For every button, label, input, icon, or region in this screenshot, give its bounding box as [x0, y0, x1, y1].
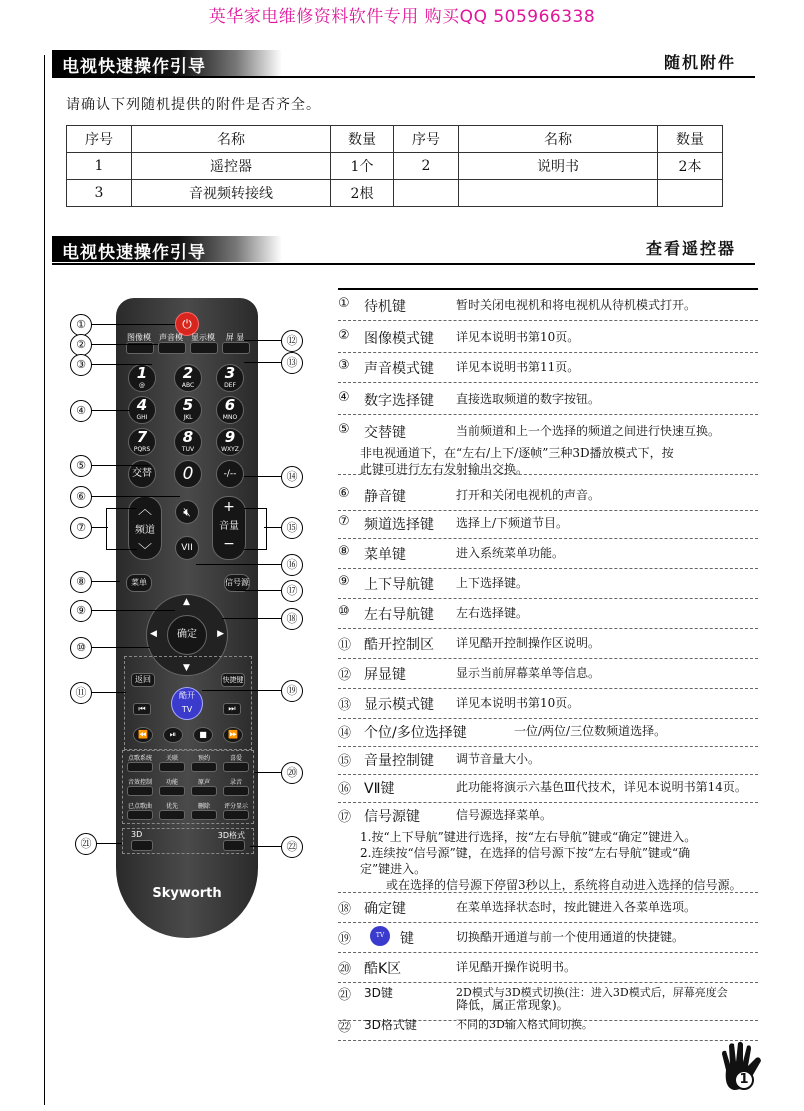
- item-key: 屏显键: [364, 667, 406, 683]
- item-text: 调节音量大小。: [456, 752, 541, 766]
- callout-marker: ⑳: [281, 762, 303, 784]
- callout-leader-line: [90, 647, 150, 648]
- vii-button: VII: [175, 536, 199, 560]
- callout-leader-line: [90, 344, 158, 345]
- shortcut-button: 快捷键: [221, 673, 245, 687]
- item-text: 详见本说明书第10页。: [456, 696, 580, 710]
- item-key: 酷开控制区: [364, 637, 434, 653]
- item-text: 打开和关闭电视机的声音。: [456, 488, 601, 502]
- item-text: 详见本说明书第10页。: [456, 330, 580, 344]
- kutv-zone: [124, 656, 252, 750]
- row-divider: [338, 982, 758, 983]
- item-key: VⅡ键: [364, 781, 395, 797]
- section1-banner: [52, 50, 282, 76]
- callout-leader-line: [244, 362, 281, 363]
- chevron-up-icon: ︿: [138, 502, 152, 518]
- table-row: [67, 153, 723, 180]
- item-text: 左右选择键。: [456, 606, 529, 620]
- digit-letters: GHI: [136, 414, 148, 421]
- item-text: 当前频道和上一个选择的频道之间进行快速互换。: [456, 424, 721, 438]
- item-key: 频道选择键: [364, 517, 434, 533]
- digit-letters: WXYZ: [221, 446, 239, 453]
- karaoke-label: 预约: [197, 755, 210, 762]
- row-divider: [338, 1040, 758, 1041]
- digit-button: [174, 396, 202, 424]
- row-divider: [338, 414, 758, 415]
- hand-page-mark: [716, 1040, 766, 1096]
- item-text: 此功能将演示六基色Ⅲ代技术，详见本说明书第14页。: [456, 780, 747, 794]
- power-icon: ⏻: [175, 312, 199, 336]
- row-divider: [338, 538, 758, 539]
- item-number: ⑮: [338, 754, 352, 769]
- item-number: ⑩: [338, 604, 350, 619]
- brand-logo: Skyworth: [152, 886, 222, 901]
- sound-mode-button: [158, 342, 186, 354]
- item-key: 菜单键: [364, 547, 406, 563]
- three-d-format-button: [223, 840, 245, 851]
- arrow-left-icon: ◀: [150, 629, 157, 639]
- ok-button: 确定: [167, 615, 207, 655]
- karaoke-label: 音效控制: [127, 779, 152, 786]
- row-divider: [338, 746, 758, 747]
- item-text: 在菜单选择状态时，按此键进入各菜单选项。: [456, 900, 697, 914]
- rewind-icon: ⏪: [133, 727, 153, 743]
- table-cell: 2本: [658, 153, 723, 180]
- table-cell: 遥控器: [132, 153, 331, 180]
- digit-label: 3: [224, 364, 236, 382]
- row-divider: [338, 922, 758, 923]
- three-d-format-label: 3D格式: [217, 831, 245, 840]
- table-cell: 说明书: [459, 153, 658, 180]
- row-divider: [338, 352, 758, 353]
- digit-button: [128, 364, 156, 392]
- callout-marker: ⑰: [281, 580, 303, 602]
- digit-letters: MNO: [222, 414, 238, 421]
- item-key: 确定键: [364, 901, 406, 917]
- karaoke-label: 关联: [165, 755, 178, 762]
- item-number: ⑬: [338, 698, 352, 713]
- digit-button: [174, 364, 202, 392]
- karaoke-button: [191, 810, 217, 820]
- volume-rocker: [212, 496, 246, 560]
- item-key: 信号源键: [364, 809, 420, 825]
- callout-marker: ⑱: [281, 608, 303, 630]
- item-number: ㉒: [338, 1020, 352, 1035]
- table-cell: 1个: [331, 153, 394, 180]
- item-text: 显示当前屏幕菜单等信息。: [456, 666, 601, 680]
- callout-leader-line: [222, 618, 281, 619]
- source-button: 信号源: [224, 574, 250, 592]
- karaoke-label: 喜爱: [229, 755, 242, 762]
- digit-label: 5: [182, 396, 194, 414]
- item-number: ⑪: [338, 638, 352, 653]
- table-cell: [394, 180, 459, 207]
- page-number: 1: [739, 1072, 749, 1087]
- digit-label: 4: [136, 396, 148, 414]
- swap-note-line: 非电视通道下，在“左右/上下/逐帧”三种3D播放模式下，按: [360, 446, 674, 460]
- callout-marker: ⑨: [70, 600, 92, 622]
- karaoke-label: 已点歌曲: [127, 803, 152, 810]
- digit-letters: DEF: [224, 382, 236, 389]
- row-divider: [338, 802, 758, 803]
- item-number: ⑰: [338, 810, 352, 825]
- karaoke-button: [159, 762, 185, 772]
- callout-marker: ⑯: [281, 554, 303, 576]
- digit-letters: ABC: [181, 382, 195, 389]
- karaoke-label: 评分显示: [223, 803, 248, 810]
- item-text: 上下选择键。: [456, 576, 529, 590]
- stop-icon: ■: [193, 727, 213, 743]
- section2-title: 查看遥控器: [645, 239, 736, 258]
- callout-leader-line: [250, 846, 281, 847]
- item-key: 个位/多位选择键: [364, 725, 467, 741]
- arrow-right-icon: ▶: [217, 629, 224, 639]
- swap-button: 交替: [128, 460, 156, 488]
- table-cell: [459, 180, 658, 207]
- digit-label: 8: [182, 428, 194, 446]
- key-description-list: [338, 290, 768, 1050]
- bracket-line: [244, 508, 267, 550]
- info-button: [222, 342, 250, 354]
- item-number: ⑭: [338, 726, 352, 741]
- source-note-line: 2.连续按“信号源”键，在选择的信号源下按“左右导航”键或“确: [360, 846, 691, 860]
- table-cell: 2: [394, 153, 459, 180]
- hand-icon: [716, 1040, 766, 1096]
- digit-letters: PQRS: [133, 446, 151, 453]
- item-key: 左右导航键: [364, 607, 434, 623]
- header-cell: 名称: [459, 126, 658, 153]
- karaoke-button: [127, 810, 153, 820]
- callout-leader-line: [90, 610, 175, 611]
- item-number: ⑯: [338, 782, 352, 797]
- callout-marker: ④: [70, 400, 92, 422]
- header-cell: 序号: [67, 126, 132, 153]
- callout-leader-line: [90, 465, 150, 466]
- arrow-down-icon: ▼: [183, 663, 190, 673]
- row-divider: [338, 718, 758, 719]
- callout-marker: ⑫: [281, 330, 303, 352]
- karaoke-button: [223, 786, 249, 796]
- digit-button: [174, 428, 202, 456]
- callout-marker: ⑮: [281, 517, 303, 539]
- item-number: ㉑: [338, 988, 352, 1003]
- row-divider: [338, 628, 758, 629]
- item-number: ①: [338, 296, 350, 311]
- bracket-line: [106, 508, 137, 550]
- callout-leader-line: [90, 410, 130, 411]
- row-divider: [338, 320, 758, 321]
- source-note-line: 1.按“上下导航”键进行选择，按“左右导航”键或“确定”键进入。: [360, 830, 697, 844]
- karaoke-button: [223, 762, 249, 772]
- item-text: 详见本说明书第11页。: [456, 360, 580, 374]
- callout-marker: ⑩: [70, 637, 92, 659]
- item-key: 键: [400, 931, 414, 947]
- digit-label: 6: [224, 396, 236, 414]
- swap-note-line: 此键可进行左右发射输出交换。: [360, 462, 529, 476]
- header-cell: 名称: [132, 126, 331, 153]
- accessories-table: [66, 125, 723, 207]
- volume-label: 音量: [219, 521, 239, 532]
- section2-banner-text: 电视快速操作引导: [62, 243, 206, 263]
- item-key: 上下导航键: [364, 577, 434, 593]
- item-text: 详见酷开控制操作区说明。: [456, 636, 601, 650]
- item-number: ⑧: [338, 544, 350, 559]
- callout-leader-line: [90, 324, 175, 325]
- callout-leader-line: [95, 843, 122, 844]
- callout-marker: ⑧: [70, 571, 92, 593]
- three-d-button: [131, 840, 153, 851]
- item-text: 详见酷开操作说明书。: [456, 960, 577, 974]
- karaoke-button: [191, 786, 217, 796]
- section1-banner-text: 电视快速操作引导: [62, 57, 206, 77]
- digit-label: 9: [224, 428, 236, 446]
- three-d-label: 3D: [131, 830, 143, 839]
- remote-label: 显示模: [191, 333, 215, 342]
- left-margin-line: [44, 55, 45, 1105]
- item-key: 交替键: [364, 425, 406, 441]
- digit-button: [216, 428, 244, 456]
- karaoke-label: 原声: [197, 779, 210, 786]
- digit-button: 0: [174, 460, 202, 488]
- digit-label: 2: [182, 364, 194, 382]
- row-divider: [338, 952, 758, 953]
- three-d-zone: [122, 828, 254, 854]
- digit-button: [128, 428, 156, 456]
- karaoke-label: 功能: [165, 779, 178, 786]
- channel-label: 频道: [135, 525, 155, 536]
- table-cell: 1: [67, 153, 132, 180]
- three-d-note-line: 降低，属正常现象)。: [456, 998, 569, 1012]
- callout-leader-line: [244, 476, 281, 477]
- table-cell: 音视频转接线: [132, 180, 331, 207]
- callout-marker: ⑤: [70, 455, 92, 477]
- back-button: 返回: [131, 673, 155, 687]
- item-key: 静音键: [364, 489, 406, 505]
- item-text: 切换酷开通道与前一个使用通道的快捷键。: [456, 930, 685, 944]
- source-note-line: 定”键进入。: [360, 862, 427, 876]
- digit-toggle-button: -/--: [216, 460, 244, 488]
- table-header-row: [67, 126, 723, 153]
- table-cell: [658, 180, 723, 207]
- digit-letters: TUV: [181, 446, 195, 453]
- item-number: ⑳: [338, 962, 352, 977]
- callout-leader-line: [90, 364, 152, 365]
- callout-marker: ①: [70, 314, 92, 336]
- row-divider: [338, 688, 758, 689]
- callout-marker: ⑬: [281, 352, 303, 374]
- digit-letters: JKL: [183, 414, 193, 421]
- callout-leader-line: [254, 772, 281, 773]
- karaoke-button: [191, 762, 217, 772]
- callout-leader-line: [236, 590, 281, 591]
- prev-track-icon: ⏮: [133, 703, 151, 715]
- callout-leader-line: [90, 692, 126, 693]
- item-text: 2D模式与3D模式切换(注：进入3D模式后，屏幕亮度会: [456, 986, 728, 999]
- karaoke-label: 录音: [229, 779, 242, 786]
- item-key: 3D键: [364, 986, 393, 1000]
- callout-marker: ㉒: [281, 836, 303, 858]
- item-text: 进入系统菜单功能。: [456, 546, 565, 560]
- watermark-text: 英华家电维修资料软件专用 购买QQ 505966338: [208, 7, 596, 27]
- source-note-line: 或在选择的信号源下停留3秒以上，系统将自动进入选择的信号源。: [386, 878, 742, 892]
- intro-text: 请确认下列随机提供的附件是否齐全。: [66, 97, 321, 113]
- callout-marker: ⑲: [281, 680, 303, 702]
- item-text: 不同的3D输入格式间切换。: [456, 1018, 593, 1031]
- plus-icon: +: [223, 499, 235, 515]
- play-pause-icon: ⏯: [163, 727, 183, 743]
- header-cell: 数量: [658, 126, 723, 153]
- karaoke-label: 优先: [165, 803, 178, 810]
- callout-leader-line: [244, 340, 281, 341]
- callout-marker: ③: [70, 354, 92, 376]
- mute-icon: 🔇︎: [175, 500, 199, 524]
- digit-letters: @: [139, 382, 145, 389]
- section2-rule: [52, 263, 755, 265]
- callout-marker: ②: [70, 334, 92, 356]
- item-number: ④: [338, 390, 350, 405]
- item-number: ③: [338, 358, 350, 373]
- item-number: ⑲: [338, 932, 352, 947]
- digit-label: 7: [136, 428, 148, 446]
- section2-banner: [52, 236, 282, 262]
- row-divider: [338, 658, 758, 659]
- karaoke-button: [127, 762, 153, 772]
- list-top-rule: [338, 288, 758, 290]
- karaoke-zone: [122, 750, 254, 824]
- row-divider: [338, 774, 758, 775]
- item-text: 一位/两位/三位数频道选择。: [514, 724, 667, 738]
- digit-button: [216, 364, 244, 392]
- callout-marker: ⑦: [70, 517, 92, 539]
- callout-leader-line: [202, 690, 281, 691]
- item-number: ②: [338, 328, 350, 343]
- item-key: 图像模式键: [364, 331, 434, 347]
- display-mode-button: [190, 342, 218, 354]
- digit-label: 1: [136, 364, 148, 382]
- item-number: ⑦: [338, 514, 350, 529]
- row-divider: [338, 598, 758, 599]
- karaoke-button: [159, 786, 185, 796]
- remote-label: 屏 显: [225, 333, 245, 342]
- karaoke-button: [159, 810, 185, 820]
- item-number: ⑤: [338, 422, 350, 437]
- callout-leader-line: [90, 496, 180, 497]
- digit-button: [216, 396, 244, 424]
- table-row: [67, 180, 723, 207]
- kutv-icon: 酷开 TV: [171, 687, 203, 720]
- section1-title: 随机附件: [663, 53, 736, 72]
- fast-forward-icon: ⏩: [223, 727, 243, 743]
- karaoke-label: 点歌系统: [127, 755, 152, 762]
- item-number: ⑫: [338, 668, 352, 683]
- remote-label: 图像模: [127, 333, 151, 342]
- callout-leader-line: [90, 581, 120, 582]
- karaoke-label: 删除: [197, 803, 210, 810]
- karaoke-button: [127, 786, 153, 796]
- next-track-icon: ⏭: [223, 703, 241, 715]
- arrow-up-icon: ▲: [183, 597, 190, 607]
- item-key: 声音模式键: [364, 361, 434, 377]
- karaoke-button: [223, 810, 249, 820]
- header-cell: 数量: [331, 126, 394, 153]
- minus-icon: −: [223, 536, 235, 552]
- row-divider: [338, 510, 758, 511]
- item-number: ⑨: [338, 574, 350, 589]
- item-key: 数字选择键: [364, 393, 434, 409]
- item-key: 显示模式键: [364, 697, 434, 713]
- item-number: ⑱: [338, 902, 352, 917]
- header-cell: 序号: [394, 126, 459, 153]
- callout-marker: ⑭: [281, 466, 303, 488]
- row-divider: [338, 382, 758, 383]
- item-text: 暂时关闭电视机和将电视机从待机模式打开。: [456, 298, 697, 312]
- menu-button: 菜单: [126, 574, 152, 592]
- remote-label: 声音模: [159, 333, 183, 342]
- table-cell: 2根: [331, 180, 394, 207]
- item-key: 酷K区: [364, 961, 402, 977]
- callout-leader-line: [196, 564, 281, 565]
- item-key: 3D格式键: [364, 1018, 417, 1032]
- callout-marker: ⑥: [70, 486, 92, 508]
- table-cell: 3: [67, 180, 132, 207]
- chevron-down-icon: ﹀: [138, 543, 152, 559]
- item-text: 选择上/下频道节目。: [456, 516, 569, 530]
- kutv-icon: TV: [370, 926, 390, 946]
- item-text: 信号源选择菜单。: [456, 808, 553, 822]
- item-key: 音量控制键: [364, 753, 434, 769]
- item-key: 待机键: [364, 299, 406, 315]
- item-text: 直接选取频道的数字按钮。: [456, 392, 601, 406]
- row-divider: [338, 568, 758, 569]
- item-number: ⑥: [338, 486, 350, 501]
- callout-marker: ㉑: [75, 833, 97, 855]
- callout-marker: ⑪: [70, 682, 92, 704]
- digit-button: [128, 396, 156, 424]
